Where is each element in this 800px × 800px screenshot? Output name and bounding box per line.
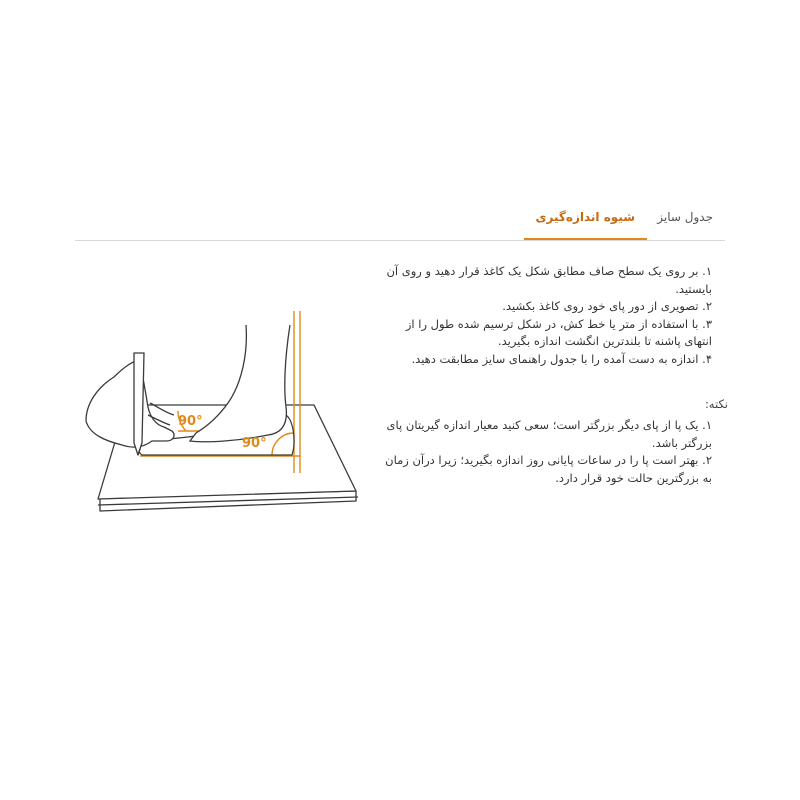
- list-item: ۴. اندازه به دست آمده را با جدول راهنمای سایز مطابقت دهید.: [411, 351, 712, 366]
- list-item: ۱. یک پا از پای دیگر بزرگتر است؛ سعی کنید معیار اندازه گیریتان پای بزرگتر باشد.: [386, 418, 712, 450]
- tab-size-chart[interactable]: جدول سایز: [657, 210, 713, 224]
- tab-bar: [75, 198, 725, 241]
- note-title: نکته:: [704, 397, 728, 411]
- notes-list: [382, 417, 712, 487]
- tab-measurement-method[interactable]: شیوه اندازه‌گیری: [524, 198, 647, 240]
- list-item: ۲. بهتر است پا را در ساعات پایانی روز اندازه بگیرید؛ زیرا درآن زمان به بزرگترین حالت خود قرار دارد.: [385, 453, 712, 485]
- list-item: ۲. تصویری از دور پای خود روی کاغذ بکشید.: [502, 299, 712, 314]
- pencil: [134, 353, 144, 455]
- angle-label-toe: 90°: [242, 436, 267, 451]
- hand: [86, 361, 174, 447]
- list-item: ۱. بر روی یک سطح صاف مطابق شکل یک کاغذ قرار دهید و روی آن بایستید.: [386, 264, 712, 296]
- list-item: ۳. با استفاده از متر یا خط کش، در شکل ترسیم شده طول را از انتهای پاشنه تا بلندترین انگشت اندازه بگیرید.: [405, 316, 712, 349]
- measurement-steps: [382, 263, 712, 369]
- angle-label-heel: 90°: [178, 414, 203, 429]
- foot-measurement-illustration: [78, 303, 368, 523]
